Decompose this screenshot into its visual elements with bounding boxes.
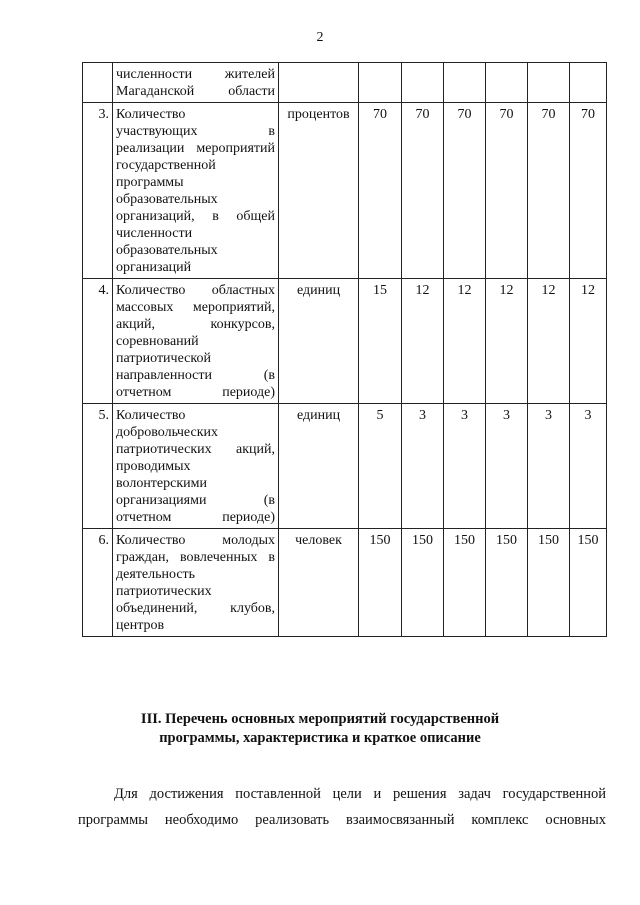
table-body [83, 63, 607, 637]
value-cell: 150 [444, 529, 486, 637]
section-heading-line: III. Перечень основных мероприятий государственной [140, 711, 500, 727]
indicator-name-line: организаций [116, 260, 192, 275]
value-cell: 70 [444, 103, 486, 279]
indicator-name-line: объединений, клубов, [116, 601, 275, 616]
value-cell [570, 63, 607, 103]
value-cell: 150 [359, 529, 402, 637]
indicator-name [113, 279, 279, 404]
unit-cell: человек [279, 529, 359, 637]
value-cell: 150 [402, 529, 444, 637]
value-cell: 5 [359, 404, 402, 529]
indicator-name-line: добровольческих [116, 425, 218, 440]
indicator-name [113, 404, 279, 529]
indicator-name-line: центров [116, 618, 165, 633]
indicator-name-line: Количество молодых [116, 533, 275, 548]
section-heading [60, 710, 580, 748]
indicator-name-line: организациями (в [116, 493, 275, 508]
value-cell: 70 [528, 103, 570, 279]
value-cell [359, 63, 402, 103]
value-cell [528, 63, 570, 103]
indicator-name-line: Количество областных [116, 283, 275, 298]
indicator-name-line: численности жителей [116, 67, 275, 82]
indicator-name-line: патриотических [116, 584, 212, 599]
value-cell: 12 [570, 279, 607, 404]
row-number: 6. [83, 529, 113, 637]
unit-cell [279, 63, 359, 103]
indicators-table [82, 62, 607, 637]
indicator-name-line: организаций, в общей [116, 209, 275, 224]
unit-cell: единиц [279, 404, 359, 529]
value-cell: 70 [570, 103, 607, 279]
value-cell: 15 [359, 279, 402, 404]
indicator-name-line: акций, конкурсов, [116, 317, 275, 332]
indicator-name-line: образовательных [116, 192, 218, 207]
unit-cell: процентов [279, 103, 359, 279]
value-cell [444, 63, 486, 103]
indicator-name-line: программы [116, 175, 184, 190]
indicator-name-line: участвующих в [116, 124, 275, 139]
value-cell: 150 [570, 529, 607, 637]
value-cell: 12 [444, 279, 486, 404]
indicator-name-line: волонтерскими [116, 476, 207, 491]
indicator-name-line: деятельность [116, 567, 196, 582]
table-row [83, 279, 607, 404]
value-cell: 70 [359, 103, 402, 279]
indicator-name-line: граждан, вовлеченных в [116, 550, 275, 565]
body-paragraph [78, 781, 606, 833]
row-number: 3. [83, 103, 113, 279]
value-cell [486, 63, 528, 103]
value-cell: 12 [528, 279, 570, 404]
indicator-name [113, 529, 279, 637]
value-cell [402, 63, 444, 103]
row-number [83, 63, 113, 103]
value-cell: 150 [528, 529, 570, 637]
value-cell: 12 [402, 279, 444, 404]
value-cell: 3 [444, 404, 486, 529]
section-heading-line: программы, характеристика и краткое описание [159, 730, 481, 746]
value-cell: 70 [402, 103, 444, 279]
indicator-name-line: государственной [116, 158, 216, 173]
indicator-name-line: Количество [116, 408, 186, 423]
table-row [83, 63, 607, 103]
value-cell: 70 [486, 103, 528, 279]
indicator-name-line: реализации мероприятий [116, 141, 275, 156]
indicator-name-line: отчетном периоде) [116, 385, 275, 400]
page-number: 2 [316, 30, 324, 45]
indicator-name [113, 63, 279, 103]
row-number: 5. [83, 404, 113, 529]
table-row [83, 529, 607, 637]
unit-cell: единиц [279, 279, 359, 404]
indicator-name-line: численности [116, 226, 193, 241]
table-row [83, 103, 607, 279]
value-cell: 3 [570, 404, 607, 529]
indicator-name-line: направленности (в [116, 368, 275, 383]
value-cell: 3 [528, 404, 570, 529]
indicator-name-line: отчетном периоде) [116, 510, 275, 525]
body-line: Для достижения поставленной цели и решения задач государственной [114, 786, 606, 802]
row-number: 4. [83, 279, 113, 404]
body-line: программы необходимо реализовать взаимосвязанный комплекс основных [78, 812, 606, 828]
indicator-name-line: патриотических акций, [116, 442, 275, 457]
indicator-name-line: массовых мероприятий, [116, 300, 275, 315]
value-cell: 3 [486, 404, 528, 529]
indicator-name-line: Магаданской области [116, 84, 275, 99]
table-row [83, 404, 607, 529]
indicator-name [113, 103, 279, 279]
value-cell: 12 [486, 279, 528, 404]
indicator-name-line: соревнований [116, 334, 199, 349]
value-cell: 3 [402, 404, 444, 529]
value-cell: 150 [486, 529, 528, 637]
indicator-name-line: патриотической [116, 351, 211, 366]
indicator-name-line: Количество [116, 107, 186, 122]
indicator-name-line: проводимых [116, 459, 191, 474]
indicator-name-line: образовательных [116, 243, 218, 258]
